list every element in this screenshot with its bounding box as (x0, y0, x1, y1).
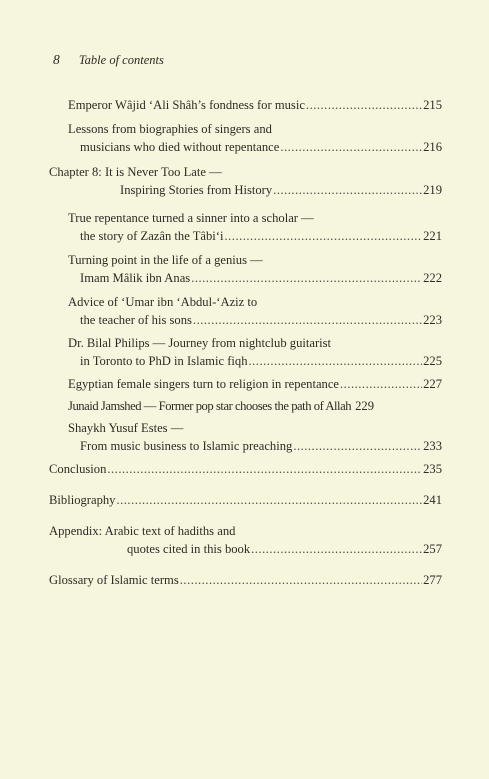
toc-entry-title: Turning point in the life of a genius — (68, 253, 263, 267)
toc-entry-line (49, 572, 442, 589)
dot-leader (225, 228, 423, 245)
dot-leader (340, 376, 422, 393)
toc-page-number: 233 (423, 439, 442, 453)
toc-entry-title: Junaid Jamshed — Former pop star chooses the path of Allah (68, 399, 352, 413)
dot-leader (193, 312, 422, 329)
toc-entry-title: Conclusion (49, 462, 107, 476)
toc-entry-title-cont: the teacher of his sons (80, 313, 192, 327)
dot-leader (280, 139, 422, 156)
toc-entry-title: Shaykh Yusuf Estes — (68, 421, 184, 435)
toc-page-number: 225 (423, 354, 442, 368)
toc-entry-title: Egyptian female singers turn to religion in repentance (68, 377, 340, 391)
toc-entry-title-cont: the story of Zazân the Tâbi‘i (80, 229, 224, 243)
toc-entry-line (127, 541, 442, 558)
toc-entry-line (80, 438, 442, 455)
toc-page-number: 235 (423, 462, 442, 476)
dot-leader (116, 492, 422, 509)
toc-entry-title: True repentance turned a sinner into a scholar — (68, 211, 314, 225)
dot-leader (191, 270, 422, 287)
toc-entry-line (68, 97, 442, 114)
toc-entry-title-cont: From music business to Islamic preaching (80, 439, 293, 453)
toc-page-number: 277 (423, 573, 442, 587)
chapter-title: Chapter 8: It is Never Too Late — (49, 165, 222, 179)
toc-entry-title: Lessons from biographies of singers and (68, 122, 272, 136)
dot-leader (107, 461, 422, 478)
toc-page-number: 219 (423, 183, 442, 197)
toc-entry-title-cont: quotes cited in this book (127, 542, 251, 556)
toc-entry-title-cont: musicians who died without repentance (80, 140, 280, 154)
dot-leader (273, 182, 422, 199)
toc-page-number: 227 (423, 377, 442, 391)
toc-entry-line (49, 492, 442, 509)
toc-entry-title: Dr. Bilal Philips — Journey from nightclub guitarist (68, 336, 332, 350)
toc-entry-title: Appendix: Arabic text of hadiths and (49, 524, 236, 538)
toc-entry-line (80, 312, 442, 329)
toc-entry-line (80, 353, 442, 370)
toc-entry-line (68, 376, 442, 393)
toc-entry-title-cont: Imam Mâlik ibn Anas (80, 271, 191, 285)
toc-entry-line (120, 182, 442, 199)
toc-page-number: 216 (423, 140, 442, 154)
dot-leader (249, 353, 423, 370)
toc-entry-line (49, 461, 442, 478)
toc-page-number: 241 (423, 493, 442, 507)
toc-entry-title: Glossary of Islamic terms (49, 573, 179, 587)
toc-entry-title: Advice of ‘Umar ibn ‘Abdul-‘Aziz to (68, 295, 258, 309)
toc-entry-title: Emperor Wâjid ‘Ali Shâh’s fondness for music (68, 98, 305, 112)
chapter-subtitle: Inspiring Stories from History (120, 183, 273, 197)
toc-entry-line (80, 228, 442, 245)
toc-page-number: 223 (423, 313, 442, 327)
page-number: 8 (53, 52, 60, 67)
toc-page-number: 221 (423, 229, 442, 243)
dot-leader (180, 572, 422, 589)
toc-page-number: 257 (423, 542, 442, 556)
dot-leader (251, 541, 422, 558)
toc-entry-line (80, 270, 442, 287)
toc-page-number: 229 (355, 399, 374, 413)
toc-entry-title: Bibliography (49, 493, 116, 507)
toc-entry-line (68, 398, 442, 415)
dot-leader (293, 438, 422, 455)
dot-leader (306, 97, 422, 114)
toc-page-number: 215 (423, 98, 442, 112)
running-header (53, 52, 164, 68)
toc-entry-line (80, 139, 442, 156)
toc-entry-title-cont: in Toronto to PhD in Islamic fiqh (80, 354, 248, 368)
toc-page-number: 222 (423, 271, 442, 285)
header-title: Table of contents (78, 53, 164, 67)
